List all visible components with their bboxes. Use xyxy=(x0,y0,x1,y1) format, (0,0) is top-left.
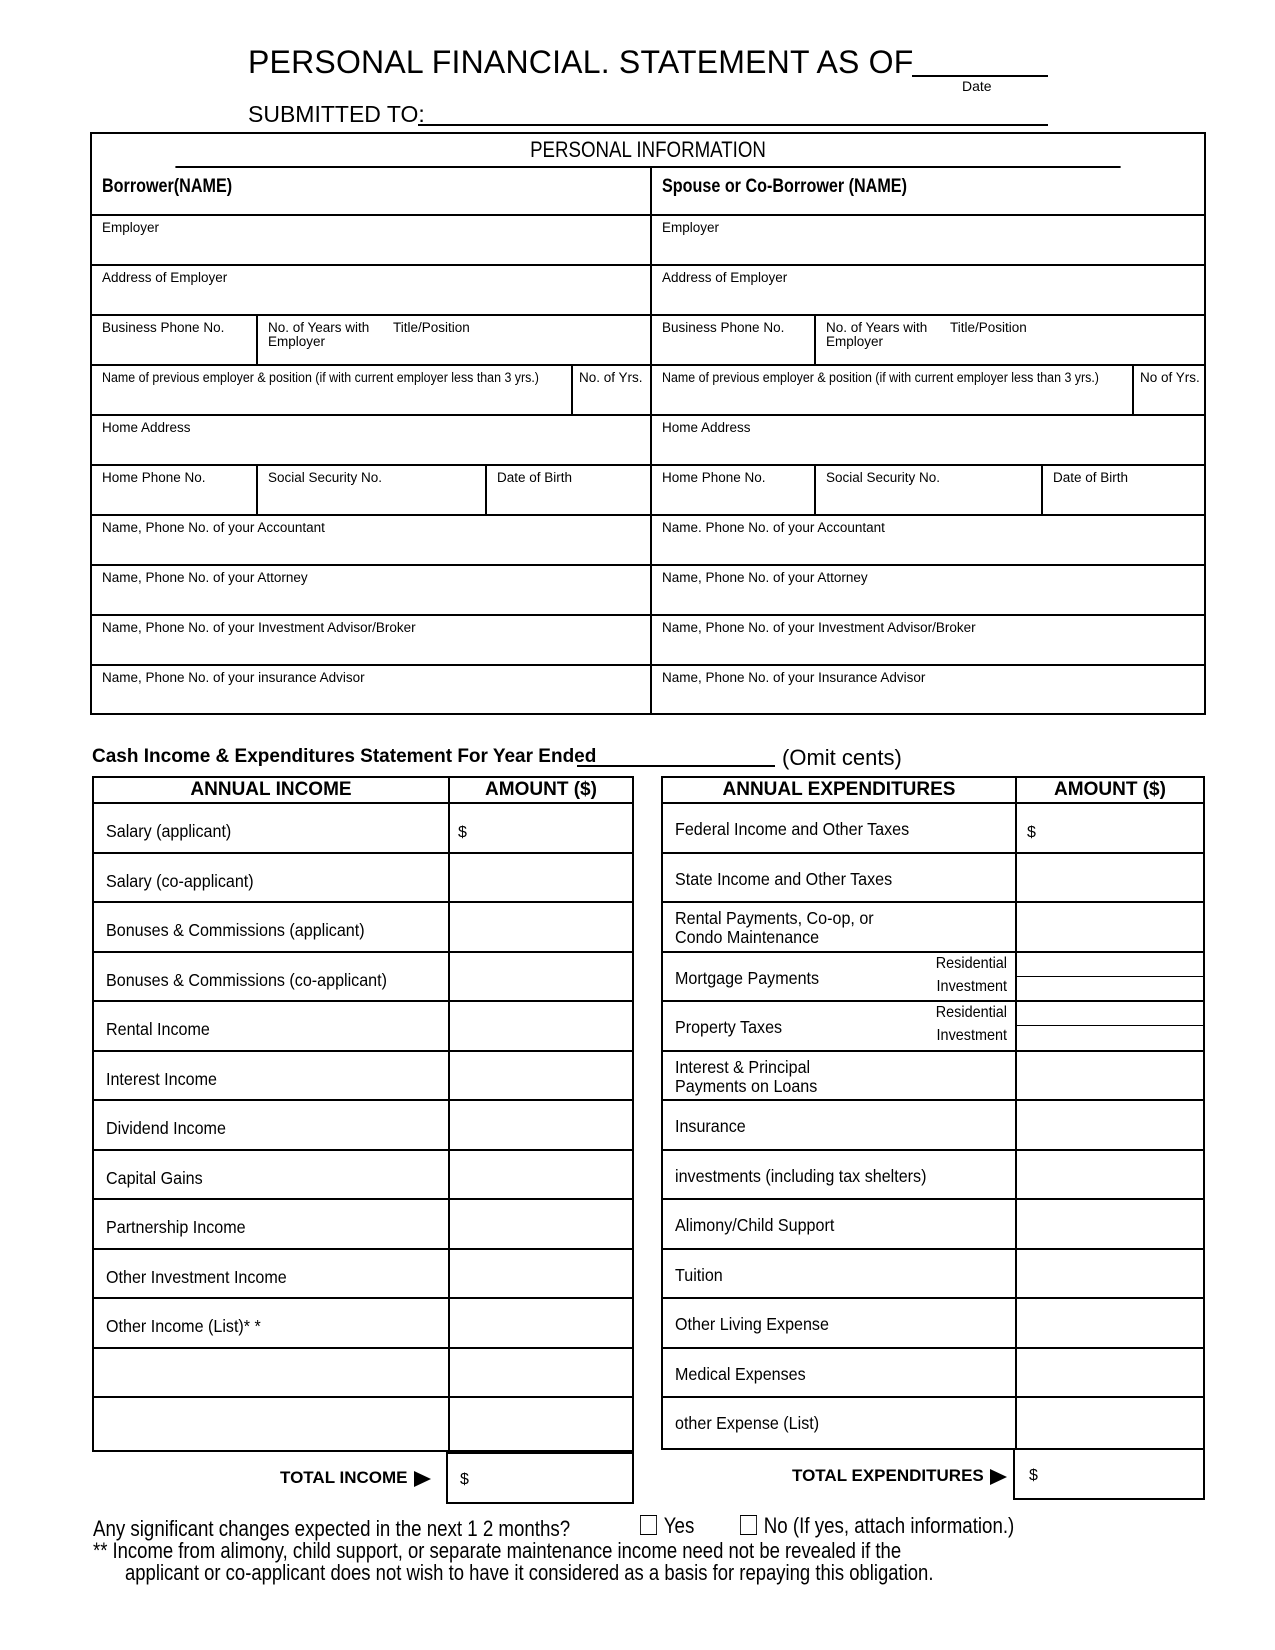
spouse-accountant-field[interactable] xyxy=(652,516,1204,566)
expenditure-amount-field[interactable] xyxy=(1017,1052,1203,1100)
borrower-broker-field[interactable] xyxy=(92,616,650,666)
income-row-label: Other Investment Income xyxy=(106,1266,287,1287)
borrower-dob-field[interactable] xyxy=(485,466,650,514)
date-line[interactable] xyxy=(912,75,1048,77)
borrower-accountant-field[interactable] xyxy=(92,516,650,566)
borrower-accountant-label: Name, Phone No. of your Accountant xyxy=(102,520,325,535)
borrower-dob-label: Date of Birth xyxy=(497,470,573,485)
expenditure-row-label: Property Taxes xyxy=(675,1017,783,1037)
income-amount-header: AMOUNT ($) xyxy=(485,779,597,800)
borrower-years-field[interactable] xyxy=(256,316,383,364)
expenditure-amount-field[interactable] xyxy=(1017,953,1203,1001)
borrower-employer-label: Employer xyxy=(102,220,160,235)
total-income-text: TOTAL INCOME xyxy=(280,1468,408,1487)
expenditure-row xyxy=(663,1050,1203,1100)
borrower-employer-field[interactable] xyxy=(92,216,650,266)
spouse-employer-address-field[interactable] xyxy=(652,266,1204,316)
income-row xyxy=(94,1396,632,1446)
expenditure-row-label: Tuition xyxy=(675,1264,723,1285)
expenditure-amount-field[interactable] xyxy=(1017,1200,1203,1248)
total-income-label xyxy=(280,1468,431,1488)
spouse-attorney-label: Name, Phone No. of your Attorney xyxy=(662,570,868,585)
page-title: PERSONAL FINANCIAL. STATEMENT AS OF xyxy=(248,44,914,80)
borrower-insurance-field[interactable] xyxy=(92,666,650,715)
spouse-title-label: Title/Position xyxy=(950,320,1027,335)
expenditure-row xyxy=(663,1297,1203,1347)
submitted-to-label: SUBMITTED TO: xyxy=(248,101,425,127)
income-row-label: Capital Gains xyxy=(106,1167,203,1188)
no-option xyxy=(740,1513,1014,1539)
income-row-label: Bonuses & Commissions (applicant) xyxy=(106,920,365,940)
income-amount-field[interactable] xyxy=(450,854,632,902)
expenditure-row-label: State Income and Other Taxes xyxy=(675,868,893,889)
spouse-home-phone-label: Home Phone No. xyxy=(662,470,766,485)
borrower-attorney-label: Name, Phone No. of your Attorney xyxy=(102,570,308,585)
dollar-sign: $ xyxy=(458,824,467,841)
income-amount-field[interactable] xyxy=(450,1250,632,1298)
expenditure-amount-field[interactable] xyxy=(1017,1398,1203,1446)
split-divider xyxy=(1017,976,1203,977)
spouse-employment-row xyxy=(652,316,1204,366)
borrower-employment-row xyxy=(92,316,650,366)
personal-info-heading: PERSONAL INFORMATION xyxy=(175,134,1120,168)
spouse-employer-address-label: Address of Employer xyxy=(662,270,788,285)
borrower-home-address-field[interactable] xyxy=(92,416,650,466)
dollar-sign: $ xyxy=(1027,824,1036,841)
income-row-label: Partnership Income xyxy=(106,1217,246,1237)
expenditure-row-label: other Expense (List) xyxy=(675,1413,820,1433)
expenditure-row xyxy=(663,901,1203,951)
spouse-no-of-yrs-field[interactable] xyxy=(1132,366,1204,414)
arrow-right-icon xyxy=(414,1471,431,1487)
expenditure-row xyxy=(663,1000,1203,1050)
residential-label: Residential xyxy=(935,954,1007,972)
spouse-home-address-field[interactable] xyxy=(652,416,1204,466)
income-row-label: Other Income (List)* * xyxy=(106,1316,261,1336)
expenditure-amount-field[interactable] xyxy=(1017,854,1203,902)
borrower-attorney-field[interactable] xyxy=(92,566,650,616)
expenditure-row xyxy=(663,1248,1203,1298)
annual-expenditures-header: ANNUAL EXPENDITURES xyxy=(722,779,956,800)
footnote-line-1: ** Income from alimony, child support, or separate maintenance income need not be revealed if the xyxy=(93,1538,902,1563)
expenditure-amount-field[interactable] xyxy=(1017,1250,1203,1298)
spouse-dob-field[interactable] xyxy=(1041,466,1204,514)
expenditures-amount-header: AMOUNT ($) xyxy=(1054,779,1166,800)
spouse-years-label: No. of Years with Employer xyxy=(826,320,928,349)
submitted-to-line[interactable] xyxy=(418,124,1048,126)
income-row xyxy=(94,852,632,902)
spouse-name-label: Spouse or Co-Borrower (NAME) xyxy=(662,176,907,197)
income-row-label: Salary (co-applicant) xyxy=(106,870,254,891)
spouse-ssn-field[interactable] xyxy=(814,466,1041,514)
spouse-broker-field[interactable] xyxy=(652,616,1204,666)
borrower-previous-row xyxy=(92,366,650,416)
borrower-broker-label: Name, Phone No. of your Investment Advisor/Broker xyxy=(102,620,416,635)
spouse-years-field[interactable] xyxy=(814,316,940,364)
total-expenditures-dollar: $ xyxy=(1029,1467,1038,1484)
income-amount-field[interactable] xyxy=(450,1398,632,1446)
expenditure-row xyxy=(663,852,1203,902)
total-expenditures-field[interactable] xyxy=(1013,1448,1205,1500)
investment-label: Investment xyxy=(936,977,1007,995)
spouse-no-of-yrs-label: No of Yrs. xyxy=(1140,370,1200,385)
spouse-previous-employer-field[interactable] xyxy=(652,366,1132,414)
income-amount-field[interactable] xyxy=(450,1052,632,1100)
income-amount-field[interactable] xyxy=(450,1349,632,1397)
expenditure-row-label: Federal Income and Other Taxes xyxy=(675,819,910,839)
borrower-employer-address-field[interactable] xyxy=(92,266,650,316)
spouse-previous-row xyxy=(652,366,1204,416)
borrower-years-label: No. of Years with Employer xyxy=(268,320,370,349)
expenditure-row-label: Insurance xyxy=(675,1116,746,1136)
expenditure-amount-field[interactable] xyxy=(1017,804,1203,852)
expenditure-row xyxy=(663,1149,1203,1199)
income-amount-field[interactable] xyxy=(450,804,632,852)
cash-statement-title: Cash Income & Expenditures Statement For Year Ended xyxy=(92,746,597,767)
spouse-broker-label: Name, Phone No. of your Investment Advisor/Broker xyxy=(662,620,976,635)
income-row xyxy=(94,951,632,1001)
expenditure-row xyxy=(663,802,1203,852)
income-amount-field[interactable] xyxy=(450,1299,632,1347)
income-row-label: Rental Income xyxy=(106,1019,210,1039)
expenditure-row-label: Other Living Expense xyxy=(675,1314,829,1334)
income-row xyxy=(94,1297,632,1347)
total-expenditures-text: TOTAL EXPENDITURES xyxy=(792,1466,984,1485)
borrower-title-label: Title/Position xyxy=(393,320,470,335)
spouse-attorney-field[interactable] xyxy=(652,566,1204,616)
split-divider xyxy=(1017,1025,1203,1026)
income-row xyxy=(94,1198,632,1248)
borrower-no-of-yrs-label: No. of Yrs. xyxy=(579,370,643,385)
spouse-employer-field[interactable] xyxy=(652,216,1204,266)
income-row xyxy=(94,1000,632,1050)
borrower-insurance-label: Name, Phone No. of your insurance Advisor xyxy=(102,670,365,685)
expenditure-row-label: investments (including tax shelters) xyxy=(675,1165,927,1186)
spouse-column xyxy=(652,166,1204,713)
expenditure-row-label: Mortgage Payments xyxy=(675,967,820,988)
expenditure-amount-field[interactable] xyxy=(1017,903,1203,951)
yes-checkbox[interactable] xyxy=(640,1515,657,1535)
expenditure-amount-field[interactable] xyxy=(1017,1002,1203,1050)
date-label: Date xyxy=(962,78,992,94)
borrower-home-phone-label: Home Phone No. xyxy=(102,470,206,485)
income-amount-field[interactable] xyxy=(450,1200,632,1248)
borrower-name-label: Borrower(NAME) xyxy=(102,176,233,197)
income-row-label: Bonuses & Commissions (co-applicant) xyxy=(106,969,387,990)
borrower-contact-row xyxy=(92,466,650,516)
no-label: No (If yes, attach information.) xyxy=(763,1513,1015,1538)
personal-info-table xyxy=(90,132,1206,715)
expenditure-row-label: Interest & Principal Payments on Loans xyxy=(675,1056,818,1096)
omit-cents-note: (Omit cents) xyxy=(782,745,902,770)
expenditure-row xyxy=(663,1099,1203,1149)
borrower-home-address-label: Home Address xyxy=(102,420,191,435)
income-row-label: Interest Income xyxy=(106,1068,217,1089)
income-row xyxy=(94,1248,632,1298)
spouse-home-address-label: Home Address xyxy=(662,420,751,435)
total-income-dollar: $ xyxy=(460,1471,469,1488)
income-amount-field[interactable] xyxy=(450,903,632,951)
spouse-employer-label: Employer xyxy=(662,220,720,235)
annual-income-header: ANNUAL INCOME xyxy=(190,779,352,800)
income-row xyxy=(94,1347,632,1397)
borrower-previous-employer-label: Name of previous employer & position (if with current employer less than 3 yrs.) xyxy=(102,370,539,385)
expenditure-row xyxy=(663,1396,1203,1446)
spouse-business-phone-field[interactable] xyxy=(652,316,814,364)
spouse-previous-employer-label: Name of previous employer & position (if with current employer less than 3 yrs.) xyxy=(662,370,1099,385)
investment-label: Investment xyxy=(936,1027,1007,1044)
spouse-accountant-label: Name. Phone No. of your Accountant xyxy=(662,520,885,535)
income-row xyxy=(94,1050,632,1100)
expenditure-amount-field[interactable] xyxy=(1017,1349,1203,1397)
income-amount-field[interactable] xyxy=(450,953,632,1001)
expenditure-row xyxy=(663,951,1203,1001)
expenditure-amount-field[interactable] xyxy=(1017,1101,1203,1149)
borrower-home-phone-field[interactable] xyxy=(92,466,256,514)
expenditure-row-label: Medical Expenses xyxy=(675,1363,806,1384)
borrower-business-phone-label: Business Phone No. xyxy=(102,320,225,335)
no-checkbox[interactable] xyxy=(740,1515,757,1535)
year-ended-line[interactable] xyxy=(577,765,775,767)
spouse-home-phone-field[interactable] xyxy=(652,466,814,514)
income-row-label: Dividend Income xyxy=(106,1118,226,1138)
borrower-title-field[interactable] xyxy=(383,316,650,364)
yes-label: Yes xyxy=(663,1513,695,1538)
borrower-no-of-yrs-field[interactable] xyxy=(571,366,650,414)
significant-changes-question: Any significant changes expected in the next 1 2 months? xyxy=(93,1516,571,1541)
total-expenditures-label xyxy=(792,1466,1007,1486)
expenditure-row xyxy=(663,1198,1203,1248)
spouse-dob-label: Date of Birth xyxy=(1053,470,1129,485)
expenditure-row xyxy=(663,1347,1203,1397)
borrower-business-phone-field[interactable] xyxy=(92,316,256,364)
arrow-right-icon xyxy=(990,1469,1007,1485)
income-row xyxy=(94,1099,632,1149)
expenditure-amount-field[interactable] xyxy=(1017,1299,1203,1347)
income-amount-field[interactable] xyxy=(450,1002,632,1050)
footnote-line-2: applicant or co-applicant does not wish to have it considered as a basis for repaying this obligation. xyxy=(125,1560,934,1585)
annual-income-table xyxy=(92,776,634,1452)
residential-label: Residential xyxy=(935,1004,1007,1021)
income-amount-field[interactable] xyxy=(450,1101,632,1149)
borrower-employer-address-label: Address of Employer xyxy=(102,270,228,285)
expenditure-amount-field[interactable] xyxy=(1017,1151,1203,1199)
spouse-business-phone-label: Business Phone No. xyxy=(662,320,785,335)
borrower-ssn-field[interactable] xyxy=(256,466,485,514)
spouse-insurance-label: Name, Phone No. of your Insurance Advisor xyxy=(662,670,926,685)
expenditure-row-label: Alimony/Child Support xyxy=(675,1215,835,1235)
spouse-title-field[interactable] xyxy=(940,316,1204,364)
income-row xyxy=(94,1149,632,1199)
borrower-previous-employer-field[interactable] xyxy=(92,366,571,414)
spouse-contact-row xyxy=(652,466,1204,516)
income-row xyxy=(94,901,632,951)
income-row xyxy=(94,802,632,852)
borrower-column xyxy=(92,166,652,713)
income-amount-field[interactable] xyxy=(450,1151,632,1199)
spouse-insurance-field[interactable] xyxy=(652,666,1204,715)
income-row-label: Salary (applicant) xyxy=(106,821,232,841)
yes-option xyxy=(640,1513,694,1539)
total-income-field[interactable] xyxy=(446,1452,634,1504)
annual-expenditures-table xyxy=(661,776,1205,1450)
borrower-name-field[interactable] xyxy=(92,166,650,216)
spouse-ssn-label: Social Security No. xyxy=(826,470,941,485)
expenditure-row-label: Rental Payments, Co-op, or Condo Maintenance xyxy=(675,908,874,947)
borrower-ssn-label: Social Security No. xyxy=(268,470,383,485)
spouse-name-field[interactable] xyxy=(652,166,1204,216)
